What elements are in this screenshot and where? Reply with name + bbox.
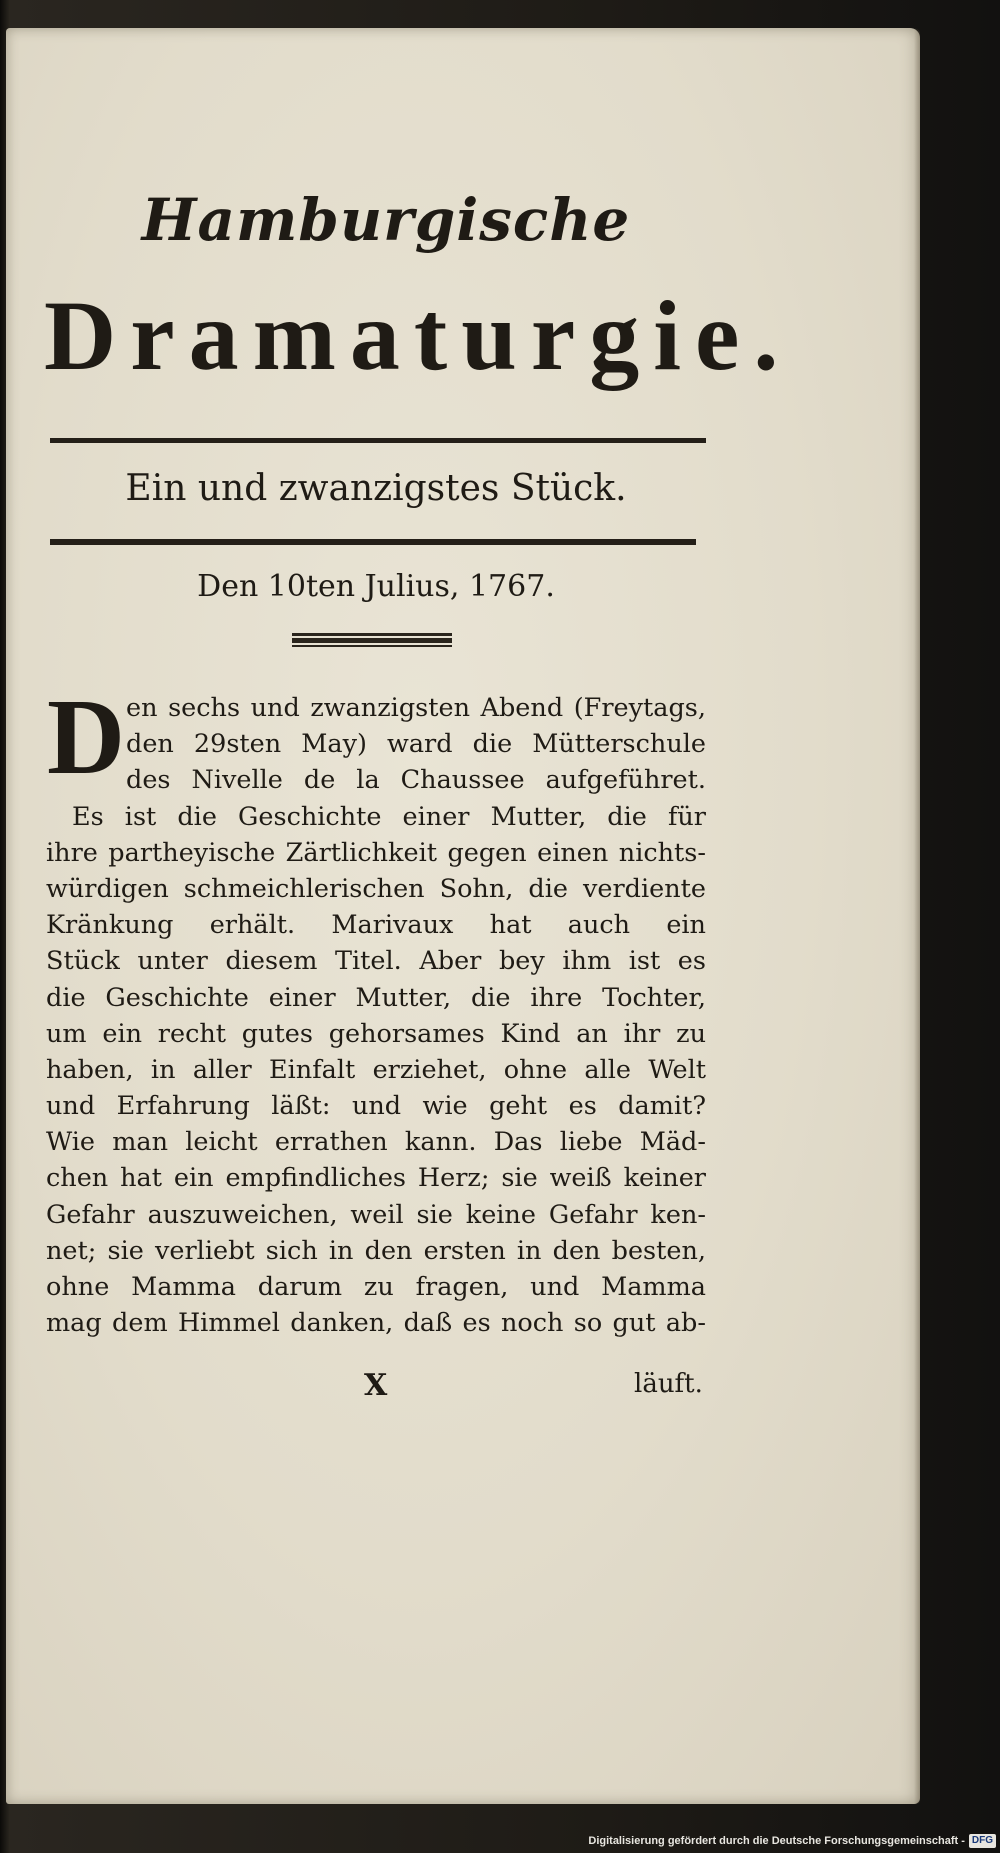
issue-heading: Ein und zwanzigstes Stück. (125, 468, 627, 509)
body-line: Es ist die Geschichte einer Mutter, die für (72, 801, 706, 832)
masthead-rule-bottom (50, 539, 696, 545)
dateline: Den 10ten Julius, 1767. (197, 569, 555, 604)
body-line: en sechs und zwanzigsten Abend (Freytags, (126, 693, 706, 723)
body-line: Gefahr auszuweichen, weil sie keine Gefahr ken- (46, 1199, 706, 1230)
credit-text: Digitalisierung gefördert durch die Deutsche Forschungsgemeinschaft - (588, 1835, 965, 1847)
digitization-credit (588, 1833, 996, 1849)
drop-cap: D (47, 678, 125, 797)
body-text (46, 678, 706, 1341)
masthead-title-line-1: Hamburgische (141, 186, 631, 254)
body-line: ohne Mamma darum zu fragen, und Mamma (46, 1272, 706, 1302)
body-line: um ein recht gutes gehorsames Kind an ihr zu (46, 1018, 706, 1049)
masthead-title-line-2: Dramaturgie. (44, 280, 793, 391)
body-line: den 29sten May) ward die Mütterschule (126, 729, 706, 760)
masthead-rule-top (50, 438, 706, 443)
body-line: haben, in aller Einfalt erziehet, ohne alle Welt (46, 1054, 706, 1085)
signature-mark: X (364, 1368, 388, 1403)
body-line: Wie man leicht errathen kann. Das liebe Mäd- (46, 1127, 706, 1158)
body-line: mag dem Himmel danken, daß es noch so gut ab- (46, 1308, 706, 1339)
body-line: würdigen schmeichlerischen Sohn, die verdiente (46, 873, 706, 904)
book-page (6, 28, 920, 1804)
body-line: des Nivelle de la Chaussee aufgeführet. (126, 765, 706, 796)
body-line: ihre partheyische Zärtlichkeit gegen einen nichts- (46, 837, 706, 868)
dfg-logo: DFG (969, 1834, 996, 1848)
page-edge-shadow (914, 28, 920, 1804)
ornament-divider (292, 633, 452, 647)
body-line: die Geschichte einer Mutter, die ihre Tochter, (46, 982, 706, 1013)
body-line: und Erfahrung läßt: und wie geht es damit? (46, 1091, 706, 1122)
catchword: läuft. (634, 1369, 703, 1399)
body-line: Kränkung erhält. Marivaux hat auch ein (46, 910, 706, 941)
body-line: Stück unter diesem Titel. Aber bey ihm ist es (46, 946, 706, 977)
body-line: net; sie verliebt sich in den ersten in den besten, (46, 1235, 706, 1266)
body-line: chen hat ein empfindliches Herz; sie weiß keiner (46, 1163, 706, 1194)
